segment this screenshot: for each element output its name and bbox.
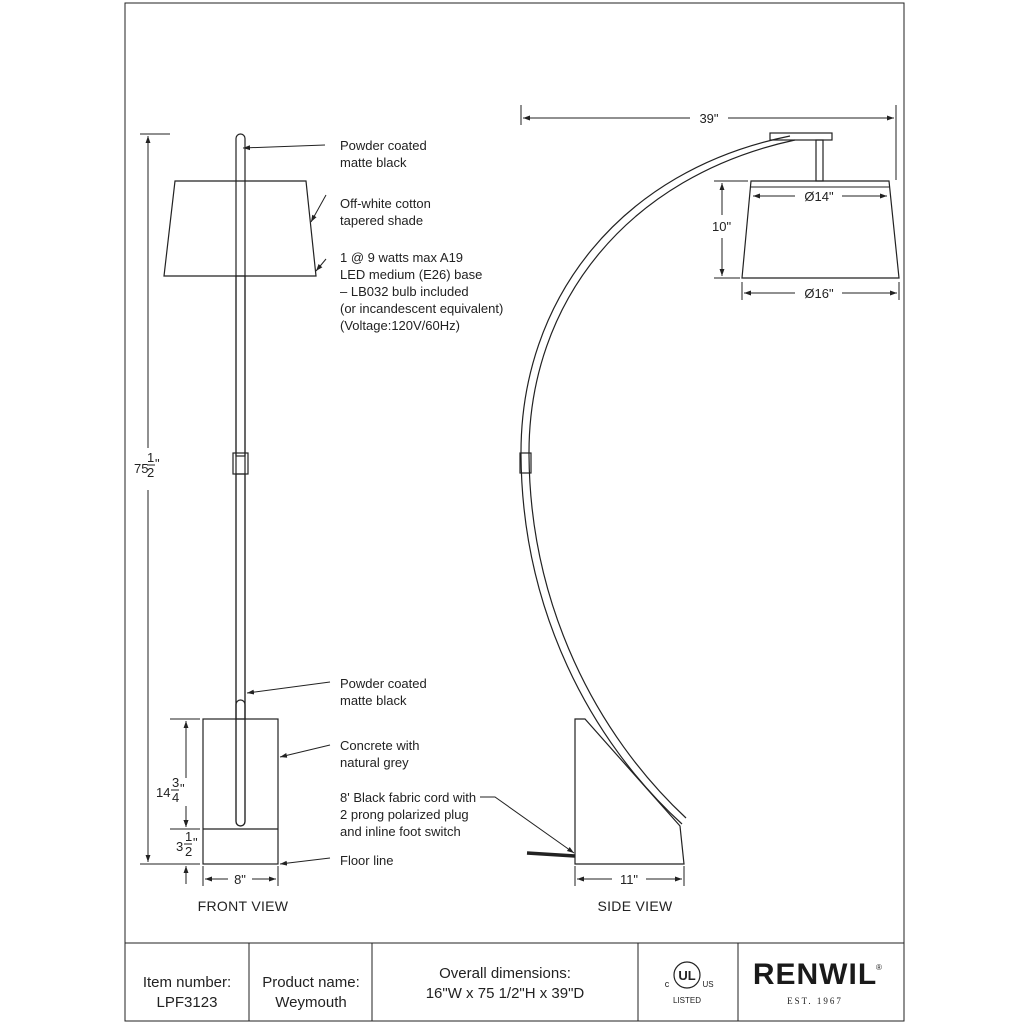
dim-plinth-unit: " (193, 835, 198, 850)
dim-depth: 39" (699, 111, 719, 126)
side-arc-inner (529, 140, 795, 818)
front-concrete-base (203, 719, 278, 864)
product-name-label: Product name: (262, 974, 360, 991)
side-shade-stem (816, 140, 823, 181)
callout-base: Concrete with natural grey (340, 738, 420, 770)
front-pole-low (236, 474, 245, 719)
callout-floor: Floor line (340, 853, 394, 868)
item-number-value: LPF3123 (156, 994, 218, 1011)
ul-c: c (664, 979, 670, 989)
dim-base-width: 8" (234, 872, 246, 887)
callout-cord: 8' Black fabric cord with 2 prong polarized plug and inline foot switch (340, 790, 477, 839)
side-arm-plate (770, 133, 832, 140)
front-shade (164, 181, 316, 276)
leader-floor (280, 858, 330, 864)
dim-base-whole: 14 (156, 785, 171, 800)
leader-bulb (316, 259, 326, 271)
dim-base-unit: " (180, 781, 185, 796)
dim-overall-den: 2 (147, 465, 155, 480)
sheet-border (125, 3, 904, 1021)
leader-rod-lower (247, 682, 330, 693)
ul-listed: LISTED (672, 996, 702, 1005)
leader-rod-top (243, 145, 325, 148)
dim-plinth-den: 2 (185, 844, 193, 859)
side-view-title: SIDE VIEW (597, 898, 673, 914)
callout-rod-lower: Powder coated matte black (340, 676, 427, 708)
overall-dimensions-label: Overall dimensions: (439, 965, 571, 982)
overall-dimensions-value: 16"W x 75 1/2"H x 39"D (425, 985, 585, 1002)
dim-shade-height: 10" (712, 219, 732, 234)
front-pole (236, 134, 245, 826)
dim-shade-top: Ø14" (804, 189, 834, 204)
side-base (575, 719, 684, 864)
dim-base-depth: 11" (619, 872, 639, 887)
side-cord (527, 853, 575, 856)
leader-cord (480, 797, 574, 853)
ul-mark: UL (678, 968, 696, 983)
callout-shade: Off-white cotton tapered shade (340, 196, 431, 228)
product-name-value: Weymouth (275, 994, 347, 1011)
brand-logo: RENWIL (752, 958, 878, 991)
item-number-label: Item number: (142, 974, 232, 991)
title-block (143, 943, 882, 1021)
ul-us: US (702, 980, 714, 989)
side-arc-outer (521, 136, 790, 824)
dim-overall-num: 1 (147, 450, 155, 465)
brand-established: EST. 1967 (787, 996, 843, 1006)
front-pole-mid (236, 276, 245, 456)
leader-base (280, 745, 330, 757)
dim-plinth-whole: 3 (176, 839, 184, 854)
side-view (480, 105, 899, 914)
dim-base-num: 3 (172, 775, 180, 790)
dim-overall-whole: 75 (134, 461, 149, 476)
front-view-title: FRONT VIEW (197, 898, 289, 914)
front-view (134, 134, 507, 914)
ul-listed-logo (665, 962, 714, 1005)
callout-rod-top: Powder coated matte black (340, 138, 427, 170)
callout-bulb: 1 @ 9 watts max A19 LED medium (E26) base – LB032 bulb included (or incandescent equivalent) (Voltage:120V/60Hz) (340, 250, 504, 333)
dim-shade-bottom: Ø16" (804, 286, 834, 301)
leader-shade (311, 195, 326, 222)
dim-overall-unit: " (155, 456, 160, 471)
brand-registered-mark: ® (876, 963, 882, 972)
dim-plinth-num: 1 (185, 829, 193, 844)
dim-base-den: 4 (172, 790, 180, 805)
